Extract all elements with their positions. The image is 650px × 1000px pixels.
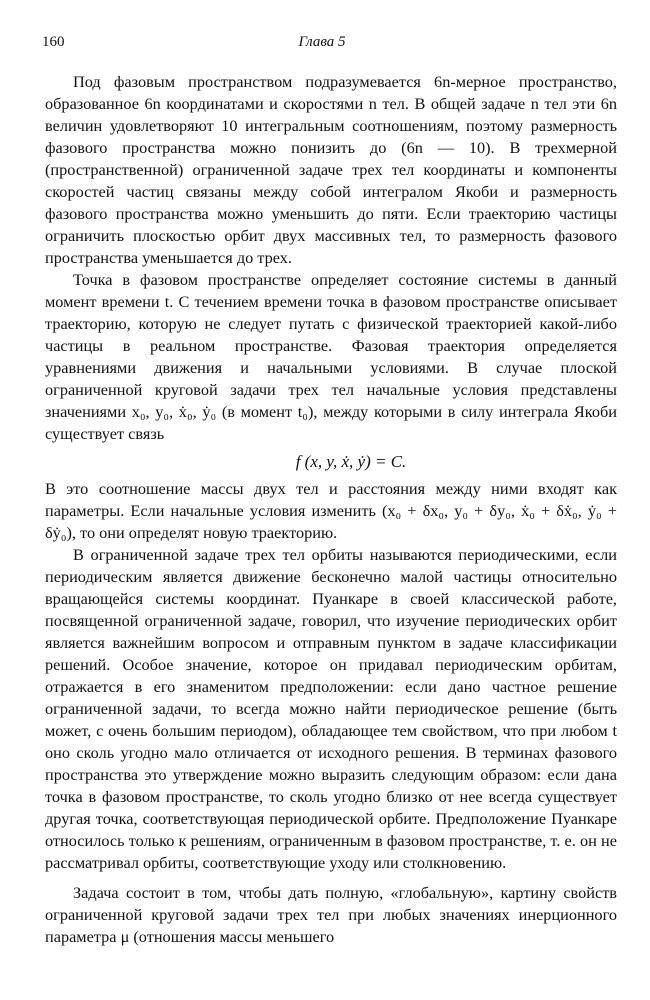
jacobi-equation: f (x, y, ẋ, ẏ) = C.: [295, 452, 407, 471]
paragraph-periodic-orbits: В ограниченной задаче трех тел орбиты называются периодическими, если периодическим является движение бесконечно малой частицы относительно вращающейся системы координат. Пуанкаре в своей классической работе, посвященной ограниченной задаче, говорил, что изучение периодических орбит является важнейшим вопросом и отправным пунктом в задаче классификации решений. Особое значение, которое он придавал периодическим орбитам, отражается в его знаменитом предположении: если дано частное решение ограниченной задачи, то всегда можно найти периодическое решение (быть может, с очень большим периодом), обладающее тем свойством, что при любом t оно сколь угодно мало отличается от исходного решения. В терминах фазового пространства это утверждение можно выразить следующим образом: если дана точка в фазовом пространстве, то сколь угодно близко от нее всегда существует другая точка, соответствующая периодической орбите. Предположение Пуанкаре относилось только к решениям, ограниченным в фазовом пространстве, т. е. он не рассматривал орбиты, соответствующие уходу или столкновению.: [45, 545, 617, 872]
paragraph-global-picture: Задача состоит в том, чтобы дать полную, «глобальную», картину свойств ограниченной круговой задачи трех тел при любых значениях инерционного параметра μ (отношения массы меньшего: [45, 883, 617, 946]
paragraph-parameters: В это соотношение массы двух тел и расстояния между ними входят как параметры. Если начальные условия изменить (x₀ + δx₀, y₀ + δy₀, ẋ₀ + δẋ₀, ẏ₀ + δẏ₀), то они определят новую траекторию.: [45, 479, 617, 542]
paragraph-phase-space: Под фазовым пространством подразумевается 6n-мерное пространство, образованное 6n координатами и скоростями n тел. В общей задаче n тел эти 6n величин удовлетворяют 10 интегральным соотношениям, поэтому размерность фазового пространства можно понизить до (6n — 10). В трехмерной (пространственной) ограниченной задаче трех тел координаты и компоненты скоростей частиц связаны между собой интегралом Якоби и размерность фазового пространства можно уменьшить до пяти. Если траекторию частицы ограничить плоскостью орбит двух массивных тел, то размерность фазового пространства уменьшается до трех.: [45, 72, 617, 267]
page-header: [42, 34, 602, 58]
running-title: Глава 5: [298, 34, 346, 50]
page-number: 160: [42, 34, 65, 50]
paragraph-phase-point: Точка в фазовом пространстве определяет состояние системы в данный момент времени t. С течением времени точка в фазовом пространстве описывает траекторию, которую не следует путать с физической траекторией какой-либо частицы в реальном пространстве. Фазовая траектория определяется уравнениями движения и начальными условиями. В случае плоской ограниченной круговой задачи трех тел начальные условия представлены значениями x₀, y₀, ẋ₀, ẏ₀ (в момент t₀), между которыми в силу интеграла Якоби существует связь: [45, 270, 617, 443]
body-text: [45, 71, 617, 948]
